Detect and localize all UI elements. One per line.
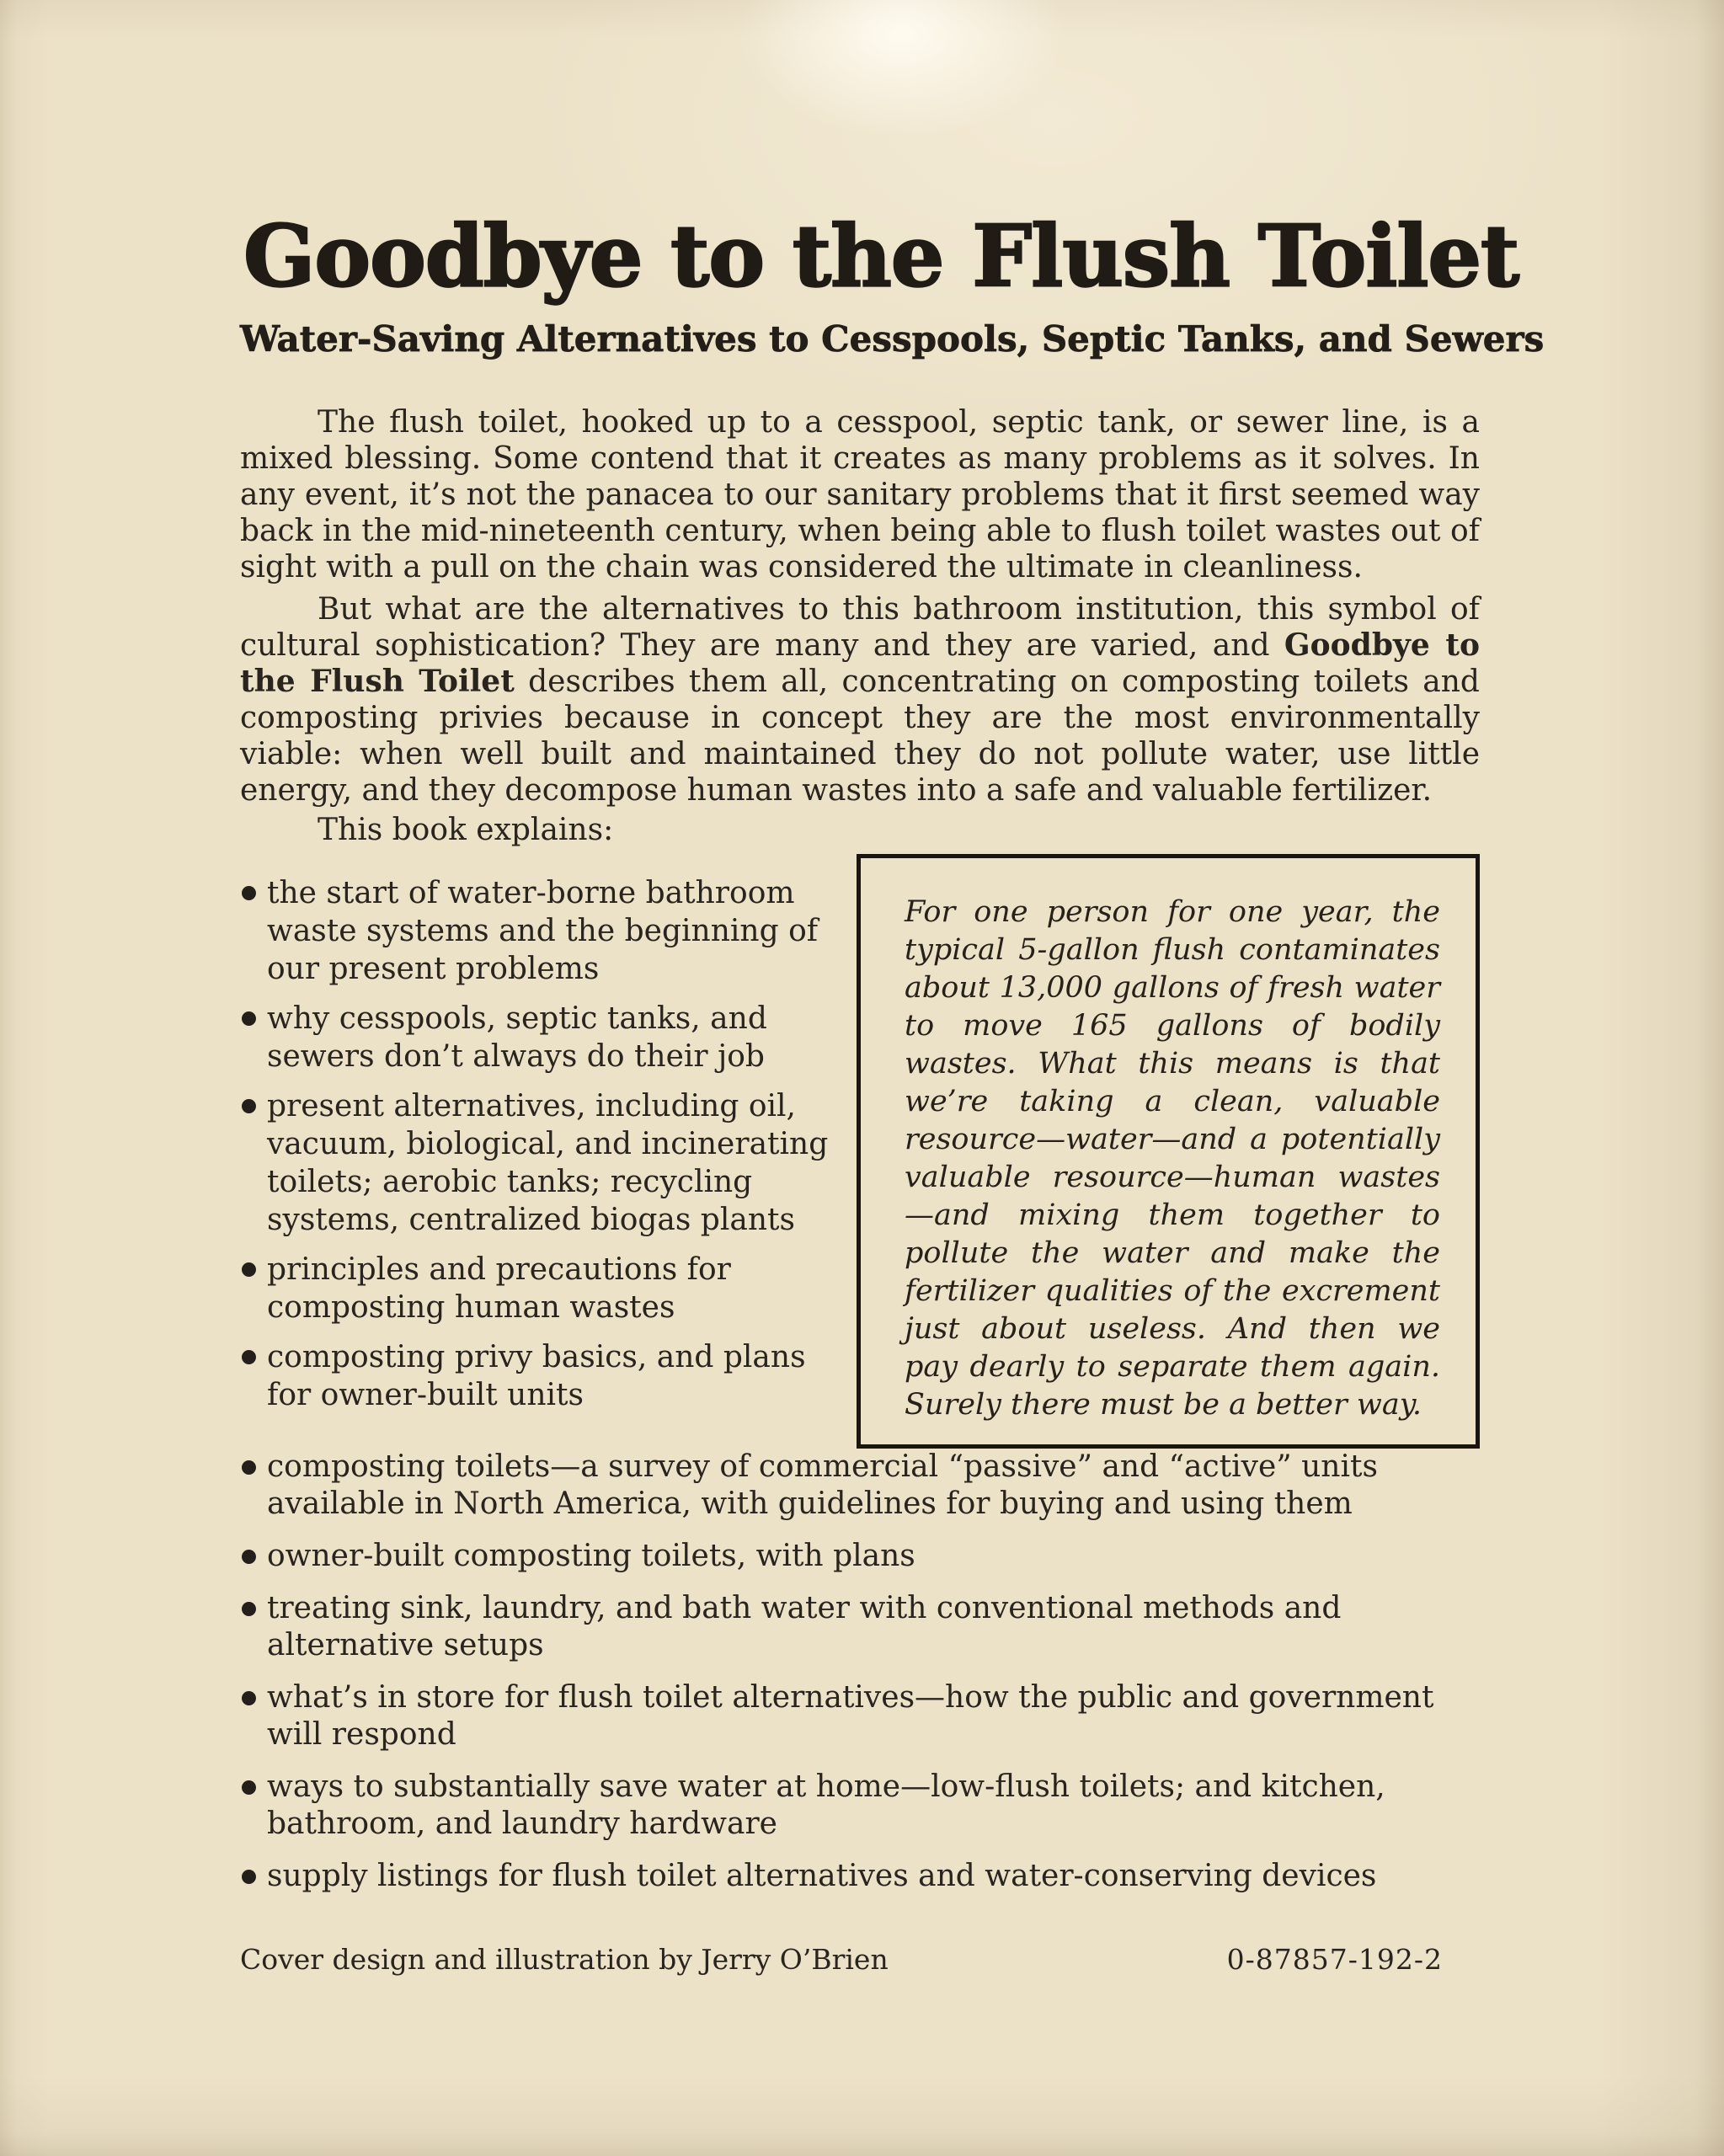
- footer: [240, 1943, 1480, 1977]
- list-item: supply listings for flush toilet alternatives and water-conserving devices: [240, 1858, 1480, 1895]
- list-item: owner-built composting toilets, with plans: [240, 1538, 1480, 1575]
- water-statistics-quote-box: For one person for one year, the typical 5-gallon flush contaminates about 13,000 gallons of fresh water to move 165 gallons of bodily wastes. What this means is that we’re taking a clean, valuable resource—water—and a potentially valuable resource—human wastes—and mixing them together to pollute the water and make the fertilizer qualities of the excrement just about useless. And then we pay dearly to separate them again. Surely there must be a better way.: [857, 854, 1480, 1449]
- two-column-section: [240, 854, 1480, 1449]
- cover-content: [240, 0, 1545, 1977]
- bullet-list-bottom: [240, 1449, 1480, 1895]
- list-item: ways to substantially save water at home—low-flush toilets; and kitchen, bathroom, and laundry hardware: [240, 1769, 1480, 1843]
- list-item: why cesspools, septic tanks, and sewers don’t always do their job: [240, 1000, 832, 1075]
- list-item: principles and precautions for composting human wastes: [240, 1251, 832, 1326]
- list-intro: This book explains:: [318, 813, 614, 847]
- paragraph-2-text-continued: describes them all, concentrating on composting toilets and composting privies because in concept they are the most environmentally viable: when well built and maintained they do not pollute water, use little energy, and they decompose human wastes into a safe and valuable fertilizer.: [240, 664, 1480, 808]
- intro-paragraph-2: [240, 591, 1480, 808]
- book-title-inline-bold: Goodbye to the Flush Toilet: [240, 627, 1480, 699]
- list-item: composting privy basics, and plans for owner-built units: [240, 1338, 832, 1414]
- book-title: Goodbye to the Flush Toilet: [243, 206, 1519, 306]
- list-item: the start of water-borne bathroom waste systems and the beginning of our present problems: [240, 874, 832, 988]
- list-item: what’s in store for flush toilet alternatives—how the public and government will respond: [240, 1679, 1480, 1753]
- isbn-number: 0-87857-192-2: [1226, 1943, 1443, 1976]
- list-item: composting toilets—a survey of commercial “passive” and “active” units available in North America, with guidelines for buying and using them: [240, 1449, 1480, 1523]
- list-item: treating sink, laundry, and bath water with conventional methods and alternative setups: [240, 1590, 1480, 1664]
- bullet-list-left: [240, 854, 832, 1426]
- list-item: present alternatives, including oil, vacuum, biological, and incinerating toilets; aerobic tanks; recycling systems, centralized biogas plants: [240, 1087, 832, 1239]
- paragraph-2-text: But what are the alternatives to this bathroom institution, this symbol of cultural sophistication? They are many and they are varied, and: [240, 592, 1480, 663]
- book-subtitle: Water-Saving Alternatives to Cesspools, Septic Tanks, and Sewers: [240, 318, 1545, 360]
- intro-paragraph-1: The flush toilet, hooked up to a cesspool, septic tank, or sewer line, is a mixed blessing. Some contend that it creates as many problems as it solves. In any event, it’s not the panacea to our sanitary problems that it first seemed way back in the mid-nineteenth century, when being able to flush toilet wastes out of sight with a pull on the chain was considered the ultimate in cleanliness.: [240, 405, 1480, 584]
- cover-credit: Cover design and illustration by Jerry O’Brien: [240, 1943, 889, 1976]
